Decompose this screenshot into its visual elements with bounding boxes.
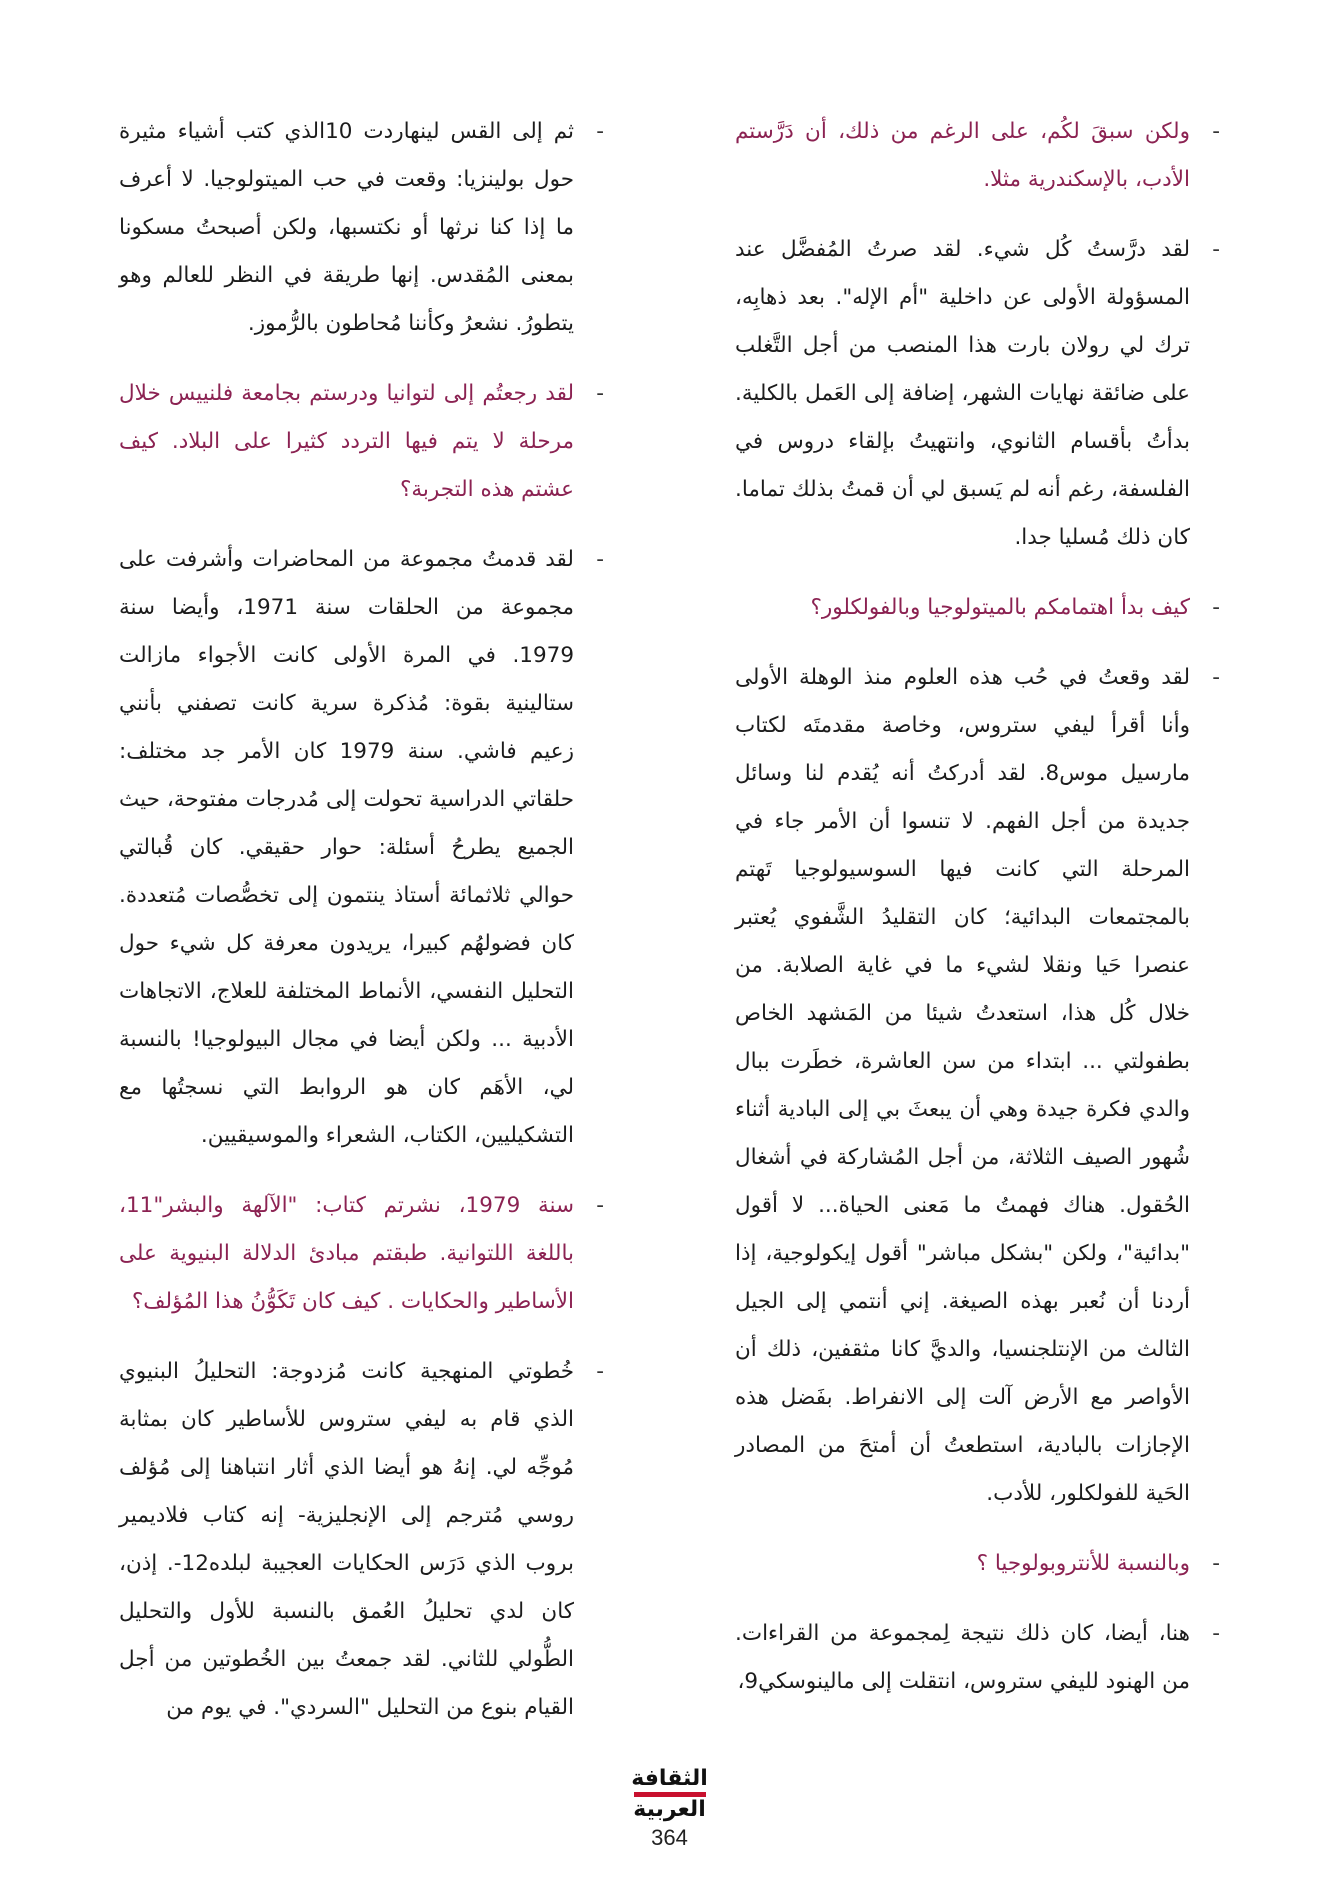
interview-answer: - ثم إلى القس لينهاردت 10الذي كتب أشياء مثيرة حول بولينزيا: وقعت في حب الميتولوجيا. لا أعرف ما إذا كنا نرثها أو نكتسبها، ولكن أصبحتُ مسكونا بمعنى المُقدس. إنها طريقة في النظر للعالم وهو يتطورُ. نشعرُ وكأننا مُحاطون بالرُّموز.	[119, 108, 604, 348]
interview-answer: - لقد قدمتُ مجموعة من المحاضرات وأشرفت على مجموعة من الحلقات سنة 1971، وأيضا سنة 1979. في المرة الأولى كانت الأجواء مازالت ستالينية بقوة: مُذكرة سرية كانت تصفني بأنني زعيم فاشي. سنة 1979 كان الأمر جد مختلف: حلقاتي الدراسية تحولت إلى مُدرجات مفتوحة، حيث الجميع يطرحُ أسئلة: حوار حقيقي. كان قُبالتي حوالي ثلاثمائة أستاذ ينتمون إلى تخصُّصات مُتعددة. كان فضولهُم كبيرا، يريدون معرفة كل شيء حول التحليل النفسي، الأنماط المختلفة للعلاج، الاتجاهات الأدبية ... ولكن أيضا في مجال البيولوجيا! بالنسبة لي، الأهَم كان هو الروابط التي نسجتُها مع التشكيليين، الكتاب، الشعراء والموسيقيين.	[119, 536, 604, 1160]
interview-answer: - لقد وقعتُ في حُب هذه العلوم منذ الوهلة الأولى وأنا أقرأ ليفي ستروس، وخاصة مقدمتَه لكتاب مارسيل موس8. لقد أدركتُ أنه يُقدم لنا وسائل جديدة من أجل الفهم. لا تنسوا أن الأمر جاء في المرحلة التي كانت فيها السوسيولوجيا تَهتم بالمجتمعات البدائية؛ كان التقليدُ الشَّفوي يُعتبر عنصرا حَيا ونقلا لشيء ما في غاية الصلابة. من خلال كُل هذا، استعدتُ شيئا من المَشهد الخاص بطفولتي ... ابتداء من سن العاشرة، خطَرت ببال والدي فكرة جيدة وهي أن يبعثَ بي إلى البادية أثناء شُهور الصيف الثلاثة، من أجل المُشاركة في أشغال الحُقول. هناك فهمتُ ما مَعنى الحياة... لا أقول "بدائية"، ولكن "بشكل مباشر" أقول إيكولوجية، إذا أردنا أن نُعبر بهذه الصيغة. إني أنتمي إلى الجيل الثالث من الإنتلجنسيا، والديَّ كانا مثقفين، ذلك أن الأواصر مع الأرض آلت إلى الانفراط. بفَضل هذه الإجازات بالبادية، استطعتُ أن أمتحَ من المصادر الحَية للفولكلور، للأدب.	[735, 654, 1220, 1518]
interview-answer: - لقد درَّستُ كُل شيء. لقد صرتُ المُفضَّل عند المسؤولة الأولى عن داخلية "أم الإله". بعد ذهابِه، ترك لي رولان بارت هذا المنصب من أجل التَّغلب على ضائقة نهايات الشهر، إضافة إلى العَمل بالكلية. بدأتُ بأقسام الثانوي، وانتهيتُ بإلقاء دروس في الفلسفة، رغم أنه لم يَسبق لي أن قمتُ بذلك تماما. كان ذلك مُسليا جدا.	[735, 226, 1220, 562]
interview-answer: - هنا، أيضا، كان ذلك نتيجة لِمجموعة من القراءات. من الهنود لليفي ستروس، انتقلت إلى مالينوسكي9،	[735, 1610, 1220, 1706]
interview-question: - ولكن سبقَ لكُم، على الرغم من ذلك، أن دَرَّستم الأدب، بالإسكندرية مثلا.	[735, 108, 1220, 204]
page-footer	[0, 1768, 1339, 1851]
page-number: 364	[651, 1825, 688, 1850]
right-column	[735, 108, 1220, 1728]
left-column	[119, 108, 604, 1754]
interview-question: - سنة 1979، نشرتم كتاب: "الآلهة والبشر"11، باللغة اللتوانية. طبقتم مبادئ الدلالة البنيوية على الأساطير والحكايات . كيف كان تَكَوُّنُ هذا المُؤلف؟	[119, 1182, 604, 1326]
logo-line-1: الثقافة	[631, 1766, 708, 1791]
interview-answer: - خُطوتي المنهجية كانت مُزدوجة: التحليلُ البنيوي الذي قام به ليفي ستروس للأساطير كان بمثابة مُوجِّه لي. إنهُ هو أيضا الذي أثار انتباهنا إلى مُؤلف روسي مُترجم إلى الإنجليزية- إنه كتاب فلاديمير بروب الذي دَرَس الحكايات العجيبة لبلده12-. إذن، كان لدي تحليلُ العُمق بالنسبة للأول والتحليل الطُّولي للثاني. لقد جمعتُ بين الخُطوتين من أجل القيام بنوع من التحليل "السردي". في يوم من	[119, 1348, 604, 1732]
interview-question: - كيف بدأ اهتمامكم بالميتولوجيا وبالفولكلور؟	[735, 584, 1220, 632]
interview-question: - لقد رجعتُم إلى لتوانيا ودرستم بجامعة فلنييس خلال مرحلة لا يتم فيها التردد كثيرا على البلاد. كيف عشتم هذه التجربة؟	[119, 370, 604, 514]
logo-line-2: العربية	[633, 1797, 706, 1822]
magazine-logo	[628, 1768, 712, 1821]
interview-question: - وبالنسبة للأنتروبولوجيا ؟	[735, 1540, 1220, 1588]
